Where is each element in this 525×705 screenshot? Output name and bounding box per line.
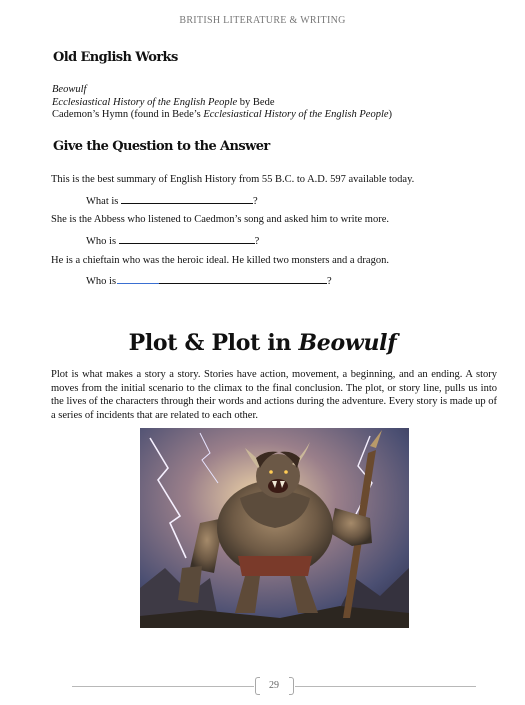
quiz-question-3: Who is ?	[86, 276, 332, 287]
answer-blank-3[interactable]	[159, 274, 327, 284]
footer-rule-right	[295, 686, 476, 687]
quiz-question-2: Who is ?	[86, 236, 260, 247]
section-title: Plot & Plot in Beowulf	[128, 330, 397, 356]
page-number: 29	[269, 680, 279, 691]
spellcheck-underline	[117, 274, 159, 284]
old-english-works-list	[52, 84, 392, 122]
quiz-answer-2: She is the Abbess who listened to Caedmon’s song and asked him to write more.	[51, 214, 389, 225]
quiz-question-1: What is ?	[86, 196, 258, 207]
footer-rule-left	[72, 686, 254, 687]
answer-blank-2[interactable]	[119, 234, 255, 244]
plot-paragraph: Plot is what makes a story a story. Stories have action, movement, a beginning, and an ending. A story moves from the initial scenario to the climax to the final conclusion. The plot, or story line, pulls us into the lives of the characters through their words and actions during the adventure. Every story is made up of a series of incidents that are related to each other.	[51, 369, 497, 421]
monster-image	[140, 428, 409, 628]
quiz-heading: Give the Question to the Answer	[53, 139, 270, 154]
running-header: BRITISH LITERATURE & WRITING	[179, 15, 346, 26]
answer-blank-1[interactable]	[121, 194, 253, 204]
quiz-answer-1: This is the best summary of English History from 55 B.C. to A.D. 597 available today.	[51, 174, 415, 185]
work-item-beowulf: Beowulf	[52, 84, 87, 95]
old-english-heading: Old English Works	[53, 50, 178, 65]
work-item-cademons-hymn: Cademon’s Hymn (found in Bede’s Ecclesiastical History of the English People)	[52, 109, 393, 120]
quiz-answer-3: He is a chieftain who was the heroic ideal. He killed two monsters and a dragon.	[51, 255, 389, 266]
work-item-ecclesiastical-history: Ecclesiastical History of the English People by Bede	[52, 96, 275, 108]
monster-illustration	[140, 428, 409, 628]
